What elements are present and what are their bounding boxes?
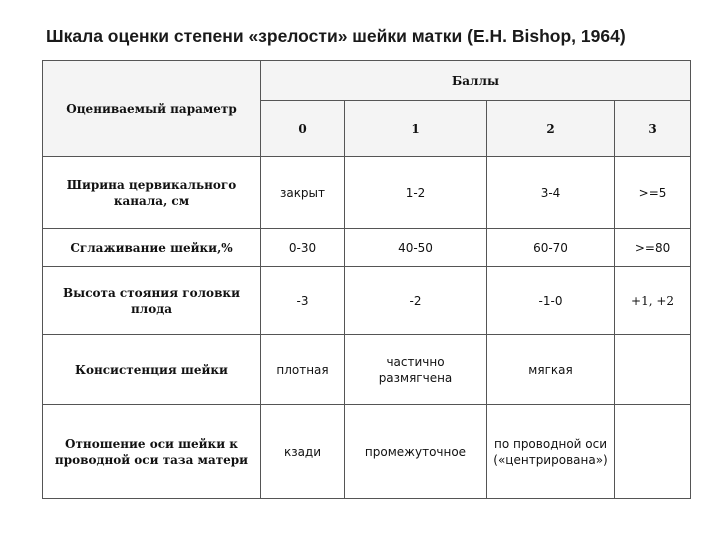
table-row xyxy=(43,405,691,499)
row-cell: частично размягчена xyxy=(345,335,487,405)
row-cell: 1-2 xyxy=(345,157,487,229)
row-cell: -1-0 xyxy=(487,267,615,335)
row-param: Ширина цервикального канала, см xyxy=(43,157,261,229)
row-cell xyxy=(615,335,691,405)
header-row-scores xyxy=(43,61,691,101)
row-cell: -2 xyxy=(345,267,487,335)
row-cell: промежуточное xyxy=(345,405,487,499)
row-cell: мягкая xyxy=(487,335,615,405)
row-cell: кзади xyxy=(261,405,345,499)
row-cell: >=5 xyxy=(615,157,691,229)
row-cell: 40-50 xyxy=(345,229,487,267)
row-cell: 3-4 xyxy=(487,157,615,229)
score-col-3: 3 xyxy=(615,101,691,157)
row-cell: >=80 xyxy=(615,229,691,267)
row-cell: по проводной оси («центрирована») xyxy=(487,405,615,499)
table-row xyxy=(43,267,691,335)
param-header: Оцениваемый параметр xyxy=(43,61,261,157)
row-param: Консистенция шейки xyxy=(43,335,261,405)
table-row xyxy=(43,157,691,229)
bishop-score-table xyxy=(42,60,691,499)
row-cell: 60-70 xyxy=(487,229,615,267)
page-title: Шкала оценки степени «зрелости» шейки матки (E.H. Bishop, 1964) xyxy=(46,26,626,46)
score-col-2: 2 xyxy=(487,101,615,157)
row-cell: +1, +2 xyxy=(615,267,691,335)
row-param: Отношение оси шейки к проводной оси таза матери xyxy=(43,405,261,499)
scores-header: Баллы xyxy=(261,61,691,101)
row-param: Высота стояния головки плода xyxy=(43,267,261,335)
row-cell xyxy=(615,405,691,499)
table-row xyxy=(43,229,691,267)
score-col-0: 0 xyxy=(261,101,345,157)
row-param: Сглаживание шейки,% xyxy=(43,229,261,267)
row-cell: 0-30 xyxy=(261,229,345,267)
row-cell: плотная xyxy=(261,335,345,405)
row-cell: -3 xyxy=(261,267,345,335)
row-cell: закрыт xyxy=(261,157,345,229)
table-row xyxy=(43,335,691,405)
score-col-1: 1 xyxy=(345,101,487,157)
